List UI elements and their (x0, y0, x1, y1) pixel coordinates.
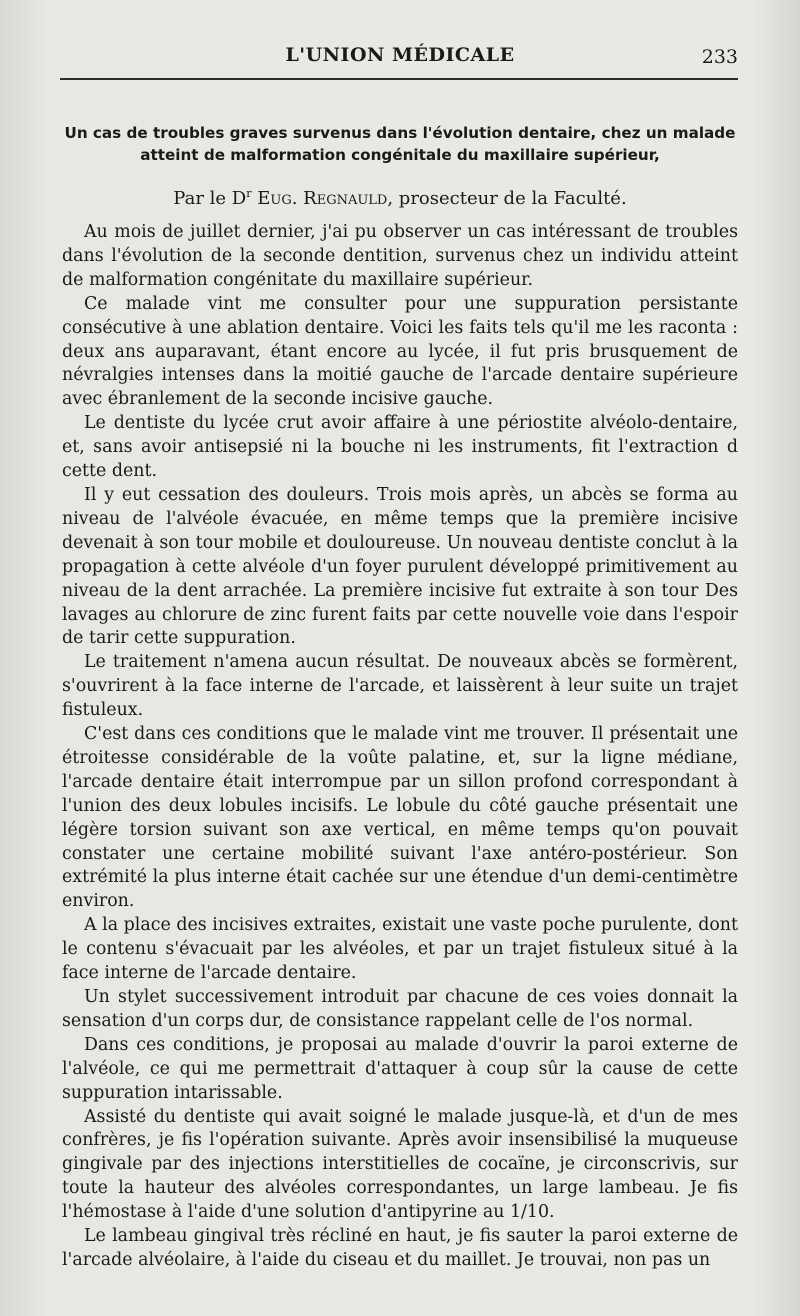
header-rule (60, 78, 738, 80)
article-title (62, 122, 738, 166)
running-title: L'UNION MÉDICALE (285, 44, 515, 66)
byline-suffix: , prosecteur de la Faculté. (387, 188, 627, 209)
paragraph: Le dentiste du lycée crut avoir affaire à une périostite alvéolo-dentaire, et, sans avoir antisepsié ni la bouche ni les instruments, fit l'extraction d cette dent. (62, 413, 738, 482)
byline-sup: r (246, 187, 252, 200)
paragraph: Le traitement n'amena aucun résultat. De nouveaux abcès se formèrent, s'ouvrirent à la face interne de l'arcade, et laissèrent à leur suite un trajet fistuleux. (62, 652, 738, 721)
running-header (62, 40, 738, 76)
page-number: 233 (701, 46, 738, 68)
paragraph: Ce malade vint me consulter pour une suppuration persistante consécutive à une ablation dentaire. Voici les faits tels qu'il me les raconta : deux ans auparavant, étant encore au lycée, il fut pris brusquement de névralgies intenses dans la moitié gauche de l'arcade dentaire supérieure avec ébranlement de la seconde incisive gauche. (62, 293, 738, 410)
byline-prefix: Par le D (173, 188, 247, 209)
article-title-line-1: Un cas de troubles graves survenus dans l'évolution dentaire, chez un malade (64, 124, 736, 142)
paragraph: Un stylet successivement introduit par chacune de ces voies donnait la sensation d'un corps dur, de consistance rappelant celle de l'os normal. (62, 987, 738, 1031)
article-body (62, 221, 738, 1273)
paragraph: Le lambeau gingival très récliné en haut, je fis sauter la paroi externe de l'arcade alvéolaire, à l'aide du ciseau et du maillet. Je trouvai, non pas un (62, 1226, 738, 1270)
article-title-line-2: atteint de malformation congénitale du maxillaire supérieur, (140, 146, 660, 164)
article (62, 122, 738, 1273)
paragraph: C'est dans ces conditions que le malade vint me trouver. Il présentait une étroitesse considérable de la voûte palatine, et, sur la ligne médiane, l'arcade dentaire était interrompue par un sillon profond correspondant à l'union des deux lobules incisifs. Le lobule du côté gauche présentait une légère torsion suivant son axe vertical, en même temps qu'on pouvait constater une certaine mobilité suivant l'axe antéro-postérieur. Son extrémité la plus interne était cachée sur une étendue d'un demi-centimètre environ. (62, 724, 738, 912)
paragraph: Assisté du dentiste qui avait soigné le malade jusque-là, et d'un de mes confrères, je fis l'opération suivante. Après avoir insensibilisé la muqueuse gingivale par des injections interstitielles de cocaïne, je circonscrivis, sur toute la hauteur des alvéoles correspondantes, un large lambeau. Je fis l'hémostase à l'aide d'une solution d'antipyrine au 1/10. (62, 1106, 738, 1223)
paragraph: Dans ces conditions, je proposai au malade d'ouvrir la paroi externe de l'alvéole, ce qui me permettrait d'attaquer à coup sûr la cause de cette suppuration intarissable. (62, 1034, 738, 1103)
paragraph: A la place des incisives extraites, existait une vaste poche purulente, dont le contenu s'évacuait par les alvéoles, et par un trajet fistuleux situé à la face interne de l'arcade dentaire. (62, 915, 738, 984)
paragraph: Au mois de juillet dernier, j'ai pu observer un cas intéressant de troubles dans l'évolution de la seconde dentition, survenus chez un individu atteint de malformation congénitate du maxillaire supérieur. (62, 222, 738, 290)
byline (62, 182, 738, 211)
author-name: Eug. Regnauld (251, 188, 388, 209)
paragraph: Il y eut cessation des douleurs. Trois mois après, un abcès se forma au niveau de l'alvéole évacuée, en même temps que la première incisive devenait à son tour mobile et douloureuse. Un nouveau dentiste conclut à la propagation à cette alvéole d'un foyer purulent développé primitivement au niveau de la dent arrachée. La première incisive fut extraite à son tour Des lavages au chlorure de zinc furent faits par cette nouvelle voie dans l'espoir de tarir cette suppuration. (62, 484, 738, 649)
